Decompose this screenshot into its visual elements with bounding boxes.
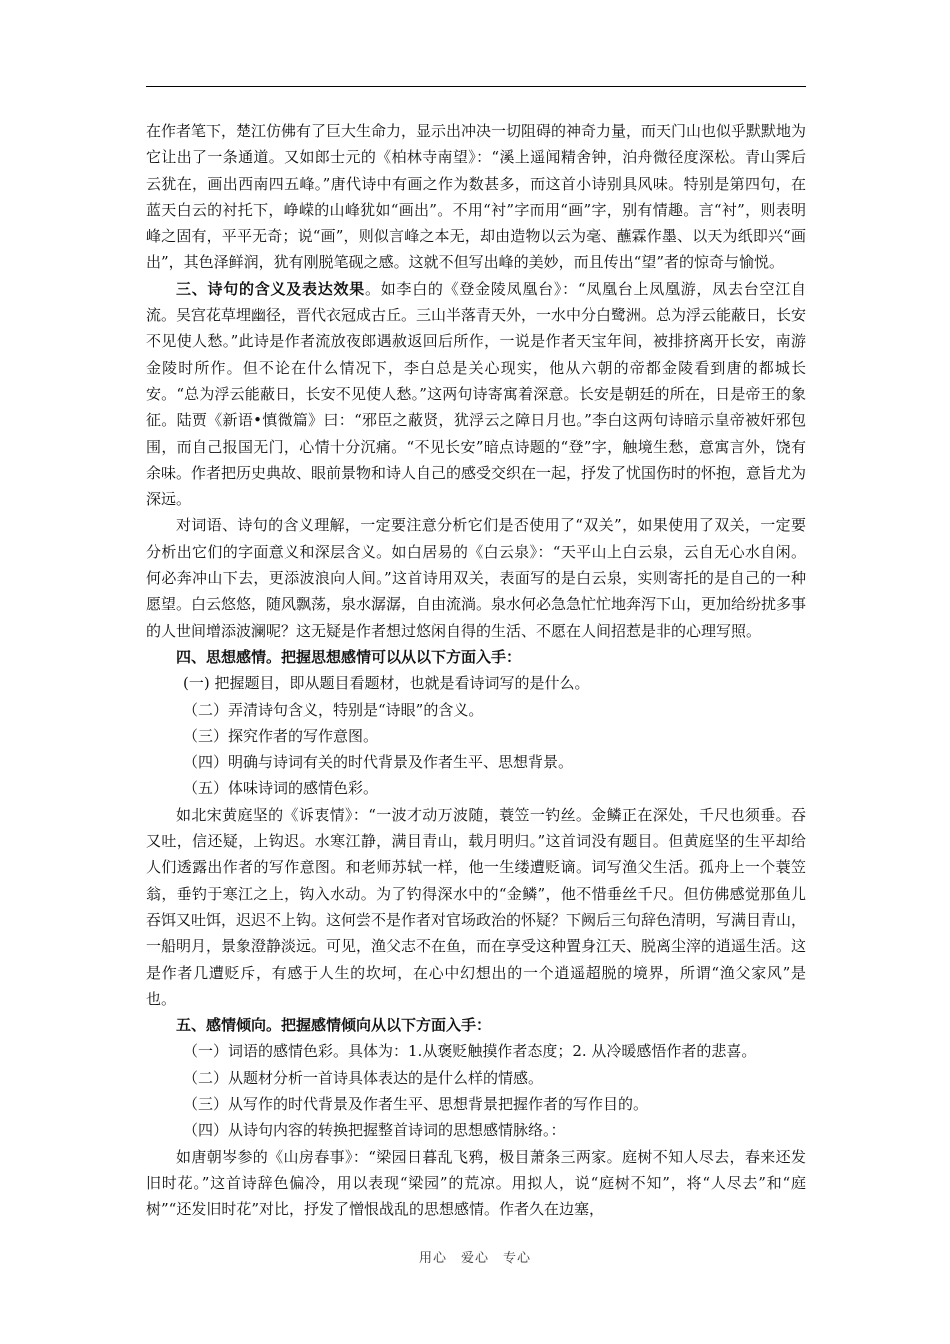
section-4-item-5: （五）体味诗词的感情色彩。 <box>183 779 379 798</box>
section-4-heading: 四、思想感情。把握思想感情可以从以下方面入手： <box>176 647 522 666</box>
paragraph-cen-shen: 如唐朝岑参的《山房春事》：“梁园日暮乱飞鸦，极目萧条三两家。庭树不知人尽去，春来还发旧时花。”这首诗辞色偏冷，用以表现“梁园”的荒凉。用拟人，说“庭树不知”，将“人尽去”和“庭树”“还发旧时花”对比，抒发了憎恨战乱的思想感情。作者久在边塞， <box>146 1147 806 1219</box>
section-4-item-3: （三）探究作者的写作意图。 <box>183 726 379 745</box>
section-3-text: 。如李白的《登金陵凤凰台》：“凤凰台上凤凰游，凤去台空江自流。吴宫花草埋幽径，晋代衣冠成古丘。三山半落青天外，一水中分白鹭洲。总为浮云能蔽日，长安不见使人愁。”此诗是作者流放夜郎遇赦返回后所作，一说是作者天宝年间，被排挤离开长安，南游金陵时所作。但不论在什么情况下，李白总是关心现实，他从六朝的帝都金陵看到唐的都城长安。“总为浮云能蔽日，长安不见使人愁。”这两句诗寄寓着深意。长安是朝廷的所在，日是帝王的象征。陆贾《新语•慎微篇》曰：“邪臣之蔽贤，犹浮云之障日月也。”李白这两句诗暗示皇帝被奸邪包围，而自己报国无门，心情十分沉痛。“不见长安”暗点诗题的“登”字，触境生愁，意寓言外，饶有余味。作者把历史典故、眼前景物和诗人自己的感受交织在一起，抒发了忧国伤时的怀抱，意旨尤为深远。 <box>146 279 807 509</box>
paragraph-double-meaning: 对词语、诗句的含义理解，一定要注意分析它们是否使用了“双关”，如果使用了双关，一定要分析出它们的字面意义和深层含义。如白居易的《白云泉》：“天平山上白云泉，云自无心水自闲。何必奔冲山下去，更添波浪向人间。”这首诗用双关，表面写的是白云泉，实则寄托的是自己的一种愿望。白云悠悠，随风飘荡，泉水潺潺，自由流淌。泉水何必急急忙忙地奔泻下山，更加给纷扰多事的人世间增添波澜呢？这无疑是作者想过悠闲自得的生活、不愿在人间招惹是非的心理写照。 <box>146 516 807 640</box>
paragraph-1: 在作者笔下，楚江仿佛有了巨大生命力，显示出冲决一切阻碍的神奇力量，而天门山也似乎默默地为它让出了一条通道。又如郎士元的《柏林寺南望》：“溪上遥闻精舍钟，泊舟微径度深松。青山霁后云犹在，画出西南四五峰。”唐代诗中有画之作为数甚多，而这首小诗别具风味。特别是第四句，在蓝天白云的衬托下，峥嵘的山峰犹如“画出”。不用“衬”字而用“画”字，别有情趣。言“衬”，则表明峰之固有，平平无奇；说“画”，则似言峰之本无，却由造物以云为毫、蘸霖作墨、以天为纸即兴“画出”，其色泽鲜润，犹有刚脱笔砚之感。这就不但写出峰的美妙，而且传出“望”者的惊奇与愉悦。 <box>146 122 807 272</box>
paragraph-huang-tingjian: 如北宋黄庭坚的《诉衷情》：“一波才动万波随，蓑笠一钓丝。金鳞正在深处，千尺也须垂。吞又吐，信还疑，上钩迟。水寒江静，满目青山，载月明归。”这首词没有题目。但黄庭坚的生平却给人们透露出作者的写作意图。和老师苏轼一样，他一生缕遭贬谪。词写渔父生活。孤舟上一个蓑笠翁，垂钓于寒江之上，钩入水动。为了钓得深水中的“金鳞”，他不惜垂丝千尺。但仿佛感觉那鱼儿吞饵又吐饵，迟迟不上钩。这何尝不是作者对官场政治的怀疑？下阙后三句辞色清明，写满目青山，一船明月，景象澄静淡远。可见，渔父志不在鱼，而在享受这种置身江天、脱离尘滓的逍遥生活。这是作者几遭贬斥，有感于人生的坎坷，在心中幻想出的一个逍遥超脱的境界，所谓“渔父家风”是也。 <box>146 805 807 1008</box>
section-4-item-4: （四）明确与诗词有关的时代背景及作者生平、思想背景。 <box>183 753 574 772</box>
section-5-heading: 五、感情倾向。把握感情倾向从以下方面入手： <box>176 1016 492 1035</box>
page-footer: 用心 爱心 专心 <box>418 1251 531 1266</box>
header-rule <box>146 86 806 87</box>
section-5-item-2: （二）从题材分析一首诗具体表达的是什么样的情感。 <box>183 1068 544 1087</box>
section-4-item-1: (一) 把握题目，即从题目看题材，也就是看诗词写的是什么。 <box>183 674 590 693</box>
section-5-item-1: （一）词语的感情色彩。具体为：1.从褒贬触摸作者态度；2. 从冷暖感悟作者的悲喜。 <box>183 1042 757 1061</box>
section-5-item-4: （四）从诗句内容的转换把握整首诗词的思想感情脉络。： <box>183 1121 566 1140</box>
section-3-heading: 三、诗句的含义及表达效果 <box>176 279 365 298</box>
section-4-item-2: （二）弄清诗句含义，特别是“诗眼”的含义。 <box>183 700 484 719</box>
paragraph-section-3 <box>146 276 806 513</box>
section-5-item-3: （三）从写作的时代背景及作者生平、思想背景把握作者的写作目的。 <box>183 1094 649 1113</box>
document-body <box>146 118 806 1222</box>
